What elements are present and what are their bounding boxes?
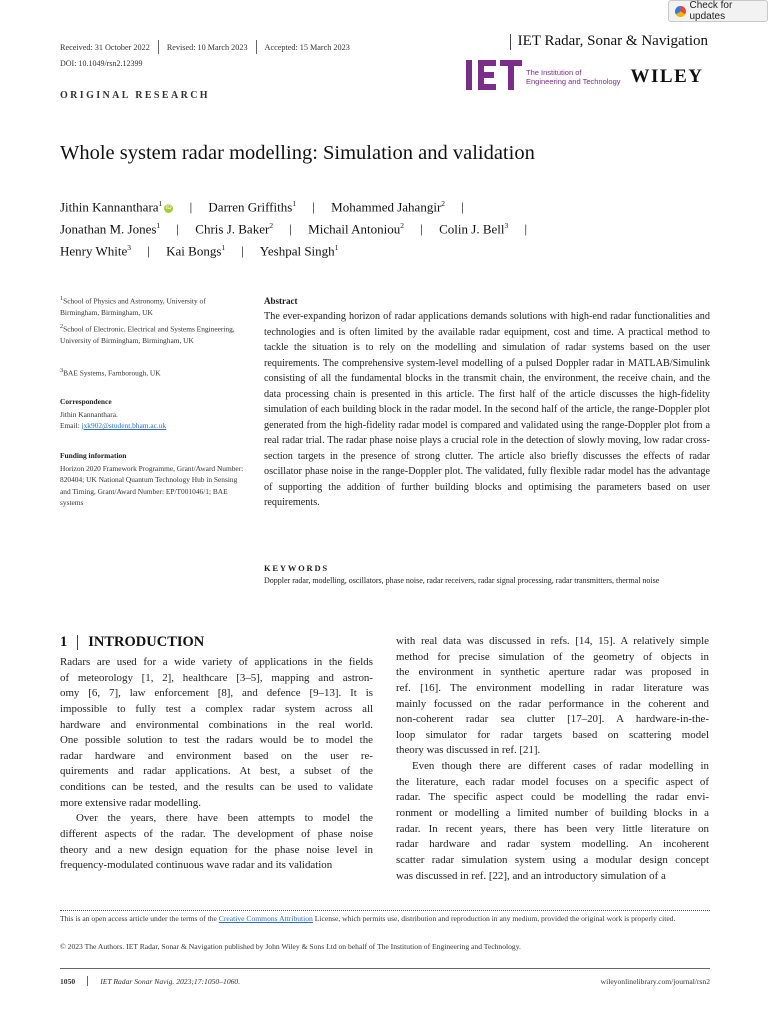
- author-aff: 3: [127, 243, 132, 252]
- funding: [60, 450, 245, 509]
- author-aff: 2: [441, 199, 446, 208]
- body-text-line: Even though there are different cases of radar modelling in: [412, 760, 709, 773]
- check-for-updates-label: Check for updates: [689, 0, 733, 22]
- body-text-line: conditions can be tested, and the results can be used to validate: [60, 781, 373, 794]
- divider: [510, 34, 511, 50]
- author-name[interactable]: Mohammed Jahangir: [331, 199, 442, 215]
- correspondence: [60, 396, 245, 432]
- author-aff: 1: [158, 199, 163, 208]
- author-aff: 1: [221, 243, 226, 252]
- body-text-line: the environment in synthetic aperture radar was proposed in: [396, 666, 709, 679]
- body-column-left: [60, 655, 373, 874]
- body-text-line: more extensive radar modelling.: [60, 796, 201, 809]
- affiliation-number: 1: [60, 296, 64, 302]
- keywords-text: Doppler radar, modelling, oscillators, phase noise, radar receivers, radar signal processing, radar transmitters, thermal noise: [264, 576, 660, 585]
- divider: [77, 635, 78, 650]
- affiliation-number: 3: [60, 368, 64, 374]
- orcid-icon[interactable]: iD: [165, 205, 172, 212]
- abstract: [264, 296, 710, 511]
- page-number: 1050: [60, 976, 76, 986]
- body-text-line: ronment or modelling a limited number of building blocks in a: [396, 807, 709, 820]
- received-date: Received: 31 October 2022: [60, 42, 150, 52]
- crossmark-icon: [675, 6, 686, 17]
- cc-license-link[interactable]: Creative Commons Attribution: [218, 914, 313, 923]
- body-text-line: radar hardware and environment based on the user re-: [60, 749, 373, 762]
- journal-url[interactable]: wileyonlinelibrary.com/journal/rsn2: [600, 976, 710, 986]
- body-text-line: loop simulator for radar targets based on scattering model: [396, 728, 709, 741]
- iet-line-2: Engineering and Technology: [526, 77, 621, 86]
- author-name[interactable]: Kai Bongs: [166, 243, 222, 259]
- body-text-line: non-coherent radar sea clutter [17–20]. A hardware-in-the-: [396, 713, 709, 726]
- abstract-text: The ever-expanding horizon of radar applications demands solutions with high-end radar functionalities and technologies and is often limited by the available radar equipment, cost and time. A practical method to tackle the situation is to rely on the modelling and simulation of radar systems based on the user requirements. The comprehensive system-level modelling of a pulsed Doppler radar in MATLAB/Simulink consisting of all the fundamental blocks in the transmit chain, the environment, the receive chain, and the data processing chain is presented in this article. The first half of the article discusses the high-fidelity simulation of each building block in the radar model. In the second half of the article, the range-Doppler plot generated from the high-fidelity radar model is compared and validated using the range-Doppler plot from a real radar trial. The radar phase noise plays a crucial role in the detection of slowly moving, low radar cross-section targets in the presence of strong clutter. The article also briefly discusses the effects of radar oscillator phase noise in the range-Doppler plot. The validated, fully flexible radar model has the advantage of supporting the addition of further building blocks and optimising the parameters based on user requirements.: [264, 311, 710, 508]
- accepted-date: Accepted: 15 March 2023: [264, 42, 350, 52]
- doi[interactable]: DOI: 10.1049/rsn2.12399: [60, 59, 143, 68]
- body-text-line: frequency-modulated continuous wave radar and its validation: [60, 859, 333, 872]
- journal-name: IET Radar, Sonar & Navigation: [517, 33, 708, 49]
- affiliation-text: BAE Systems, Farnborough, UK: [63, 368, 161, 378]
- author-aff: 3: [504, 221, 509, 230]
- divider: [87, 976, 88, 986]
- iet-logo-text: [526, 69, 621, 86]
- author-name[interactable]: Henry White: [60, 243, 128, 259]
- body-text-line: Radars are used for a wide variety of applications in the fields: [60, 656, 373, 668]
- copyright: © 2023 The Authors. IET Radar, Sonar & Navigation published by John Wiley & Sons Ltd on behalf of The Institution of Engineering and Technology.: [60, 942, 521, 951]
- body-text-line: was discussed in ref. [22], and an introductory simulation of a: [396, 869, 666, 882]
- article-title: Whole system radar modelling: Simulation and validation: [60, 142, 535, 164]
- body-text-line: One possible solution to test the radars would be to model the: [60, 734, 373, 747]
- footnote-divider: [60, 910, 710, 911]
- article-type: ORIGINAL RESEARCH: [60, 90, 210, 101]
- affiliation-number: 2: [60, 324, 64, 330]
- affiliation: [60, 322, 245, 346]
- author-aff: 2: [269, 221, 274, 230]
- author-name[interactable]: Colin J. Bell: [439, 221, 505, 237]
- author-aff: 1: [334, 243, 339, 252]
- body-text-line: different aspects of the radar. The development of phase noise: [60, 828, 373, 841]
- body-text-line: theory was discussed in ref. [21].: [396, 744, 541, 757]
- body-text-line: with real data was discussed in refs. [14, 15]. A relatively simple: [396, 635, 709, 647]
- body-text-line: method for precise simulation of the geometry of objects in: [396, 650, 709, 663]
- body-column-right: [396, 634, 709, 884]
- author-aff: 2: [400, 221, 405, 230]
- author-name[interactable]: Michail Antoniou: [308, 221, 401, 237]
- body-text-line: impossible to fully test a complex radar system across all: [60, 702, 373, 715]
- author-line: Jonathan M. Jones$^1$ | Chris J. Baker$^2$ | Michail Antoniou$^2$ | Colin J. Bell$^3$ |: [60, 221, 528, 237]
- body-text-line: quirements and radar applications. At best, a subset of the: [60, 765, 373, 778]
- body-text-line: mainly focussed on the radar performance in the coherent and: [396, 697, 709, 710]
- author-name[interactable]: Yeshpal Singh: [259, 243, 335, 259]
- body-text-line: radar. The specific aspect could be modelling the radar envi-: [396, 791, 709, 804]
- correspondence-name: Jithin Kannanthara.: [60, 409, 118, 419]
- iet-logo-icon: [466, 60, 522, 90]
- author-line: Jithin Kannanthara$^1$iD | Darren Griffiths$^1$ | Mohammed Jahangir$^2$ |: [60, 199, 464, 215]
- body-text-line: Over the years, there have been attempts to model the: [76, 812, 373, 825]
- affiliation: [60, 294, 245, 318]
- publisher-logos: [466, 60, 704, 90]
- body-text-line: the literature, each radar model focuses on a specific aspect of: [396, 775, 709, 788]
- affiliation-text: School of Electronic, Electrical and Systems Engineering, University of Birmingham, Birmingham, UK: [60, 324, 235, 345]
- body-text-line: ref. [16]. The environment modelling in radar literature was: [396, 681, 709, 694]
- body-text-line: hardware and environmental combinations in the real world.: [60, 718, 373, 731]
- affiliation-text: School of Physics and Astronomy, University of Birmingham, Birmingham, UK: [60, 296, 206, 317]
- body-text-line: omy [6, 7], law enforcement [8], and defence [9–13]. It is: [60, 687, 373, 700]
- citation: IET Radar Sonar Navig. 2023;17:1050–1060.: [100, 976, 241, 986]
- funding-text: Horizon 2020 Framework Programme, Grant/Award Number: 820404; UK National Quantum Technology Hub in Sensing and Timing, Grant/Award Number: EP/T001046/1; BAE systems: [60, 463, 244, 507]
- divider: [256, 40, 257, 54]
- section-title: INTRODUCTION: [88, 634, 205, 650]
- journal-header: [510, 33, 708, 50]
- affiliation: [60, 366, 245, 379]
- oa-suffix: License, which permits use, distribution and reproduction in any medium, provided the original work is properly cited.: [312, 914, 676, 923]
- email-link[interactable]: jxk902@student.bham.ac.uk: [81, 421, 167, 430]
- author-name[interactable]: Chris J. Baker: [195, 221, 270, 237]
- section-heading: [60, 634, 204, 651]
- revised-date: Revised: 10 March 2023: [166, 42, 248, 52]
- keywords-heading: KEYWORDS: [264, 563, 329, 573]
- author-name[interactable]: Darren Griffiths: [208, 199, 293, 215]
- body-text-line: of meteorology [1, 2], healthcare [3–5], mapping and astron-: [60, 671, 373, 684]
- author-name[interactable]: Jithin Kannanthara: [60, 199, 159, 215]
- body-text-line: theory and a new design equation for the phase noise level in: [60, 843, 373, 856]
- open-access-notice: [60, 913, 710, 924]
- body-text-line: radar hardware and radar system modelling. An incoherent: [396, 838, 709, 851]
- email-label: Email:: [60, 421, 82, 430]
- page-footer: [60, 976, 710, 986]
- correspondence-heading: Correspondence: [60, 397, 112, 406]
- footer-divider: [60, 968, 710, 969]
- iet-line-1: The Institution of: [526, 68, 582, 78]
- article-dates: [60, 40, 350, 54]
- oa-prefix: This is an open access article under the terms of the: [60, 914, 219, 923]
- body-text-line: radar. In recent years, there has been very little literature on: [396, 822, 709, 835]
- author-name[interactable]: Jonathan M. Jones: [60, 221, 157, 237]
- author-line: Henry White$^3$ | Kai Bongs$^1$ | Yeshpal Singh$^1$: [60, 243, 339, 259]
- body-text-line: scatter radar simulation system using a modular design concept: [396, 853, 709, 866]
- author-aff: 1: [156, 221, 161, 230]
- section-number: 1: [60, 634, 68, 650]
- check-for-updates-button[interactable]: [668, 0, 768, 22]
- correspondence-email-line: [60, 420, 245, 432]
- funding-heading: Funding information: [60, 451, 127, 460]
- author-aff: 1: [292, 199, 297, 208]
- wiley-logo: WILEY: [630, 66, 704, 87]
- abstract-heading: Abstract: [264, 296, 298, 306]
- divider: [158, 40, 159, 54]
